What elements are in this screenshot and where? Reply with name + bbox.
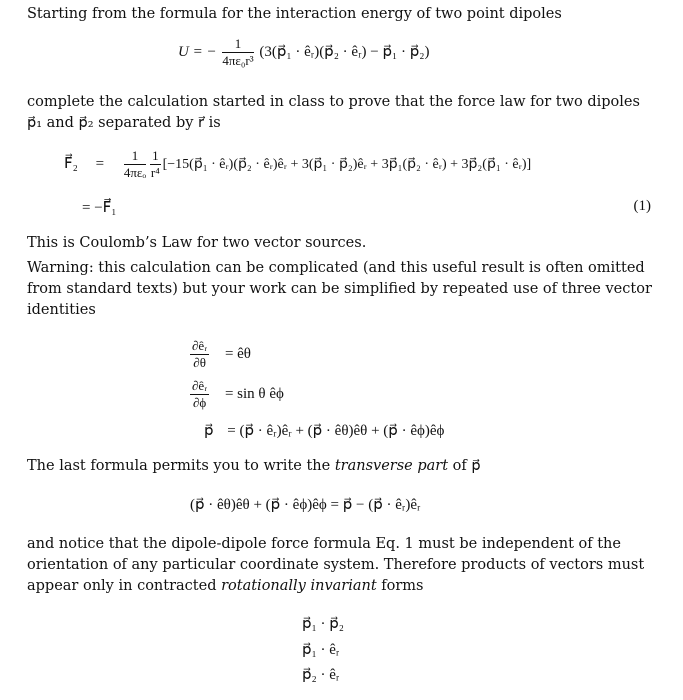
force-frac2-den: r⁴ bbox=[150, 165, 160, 180]
transverse-text-pre: The last formula permits you to write the bbox=[27, 458, 331, 474]
force-equation-line1 bbox=[64, 148, 531, 181]
identity-1-frac bbox=[190, 338, 209, 371]
identity-1-num: ∂êᵣ bbox=[192, 338, 208, 353]
warning-text: Warning: this calculation can be complicated (and this useful result is often omitted from standard texts) but your work can be simplified by repeated use of three vector identities bbox=[27, 260, 652, 318]
equation-number: (1) bbox=[633, 198, 651, 214]
energy-frac-den: 4πε₀r³ bbox=[222, 53, 254, 68]
force-eq-sign: = bbox=[95, 155, 105, 172]
force-equation-line2: = −F⃗₁ bbox=[82, 200, 117, 216]
invariant-1: p⃗₁ · p⃗₂ bbox=[302, 616, 344, 632]
force-frac1-num: 1 bbox=[124, 148, 146, 165]
identity-2-den: ∂ϕ bbox=[192, 395, 207, 410]
energy-rhs: (3(p⃗₁ · êᵣ)(p⃗₂ · êᵣ) − p⃗₁ · p⃗₂) bbox=[259, 43, 430, 60]
transverse-emphasis: transverse part bbox=[334, 458, 449, 474]
invariant-2: p⃗₁ · êᵣ bbox=[302, 642, 340, 658]
invariance-text bbox=[27, 534, 657, 597]
force-rhs: [−15(p⃗₁ · êᵣ)(p⃗₂ · êᵣ)êᵣ + 3(p⃗₁ · p⃗₂)êᵣ + 3p⃗₁(p⃗₂ · êᵣ) + 3p⃗₂(p⃗₁ · êᵣ)] bbox=[162, 156, 532, 172]
transverse-equation: (p⃗ · êθ)êθ + (p⃗ · êϕ)êϕ = p⃗ − (p⃗ · êᵣ)êᵣ bbox=[190, 497, 421, 513]
invariance-text-post: forms bbox=[381, 578, 424, 594]
invariant-3: p⃗₂ · êᵣ bbox=[302, 667, 340, 683]
transverse-text-post: of p⃗ bbox=[452, 458, 481, 474]
identity-1-rhs: = êθ bbox=[224, 345, 251, 362]
energy-frac-num: 1 bbox=[222, 36, 253, 53]
identity-3-rhs: = (p⃗ · êᵣ)êᵣ + (p⃗ · êθ)êθ + (p⃗ · êϕ)êϕ bbox=[227, 423, 445, 439]
identity-3 bbox=[204, 421, 444, 440]
identity-2-num: ∂êᵣ bbox=[192, 378, 208, 393]
energy-equation bbox=[178, 36, 429, 69]
identity-2 bbox=[188, 378, 284, 411]
transverse-text bbox=[27, 456, 657, 477]
intro-text: Starting from the formula for the interaction energy of two point dipoles bbox=[27, 6, 562, 22]
energy-fraction bbox=[222, 36, 253, 69]
coulomb-text: This is Coulomb’s Law for two vector sources. bbox=[27, 235, 367, 251]
force-frac1-den: 4πεₒ bbox=[123, 165, 147, 180]
energy-lhs: U = − bbox=[178, 43, 217, 60]
identity-1 bbox=[188, 338, 251, 371]
identity-2-rhs: = sin θ êϕ bbox=[224, 385, 284, 402]
force-frac2 bbox=[150, 148, 161, 181]
invariance-text-pre: and notice that the dipole-dipole force formula Eq. 1 must be independent of the orientation of any particular coordinate system. Therefore products of vectors must appear only in contracted bbox=[27, 536, 645, 594]
invariance-emphasis: rotationally invariant bbox=[221, 578, 377, 594]
force-lhs: F⃗₂ bbox=[64, 155, 78, 172]
identity-1-den: ∂θ bbox=[193, 355, 206, 370]
identity-2-frac bbox=[190, 378, 209, 411]
identity-3-lhs: p⃗ bbox=[204, 423, 214, 439]
force-frac1 bbox=[124, 148, 146, 181]
force-intro-text: complete the calculation started in class to prove that the force law for two dipoles p⃗₁ and p⃗₂ separated by r⃗ is bbox=[27, 94, 640, 131]
force-frac2-num: 1 bbox=[152, 148, 159, 163]
